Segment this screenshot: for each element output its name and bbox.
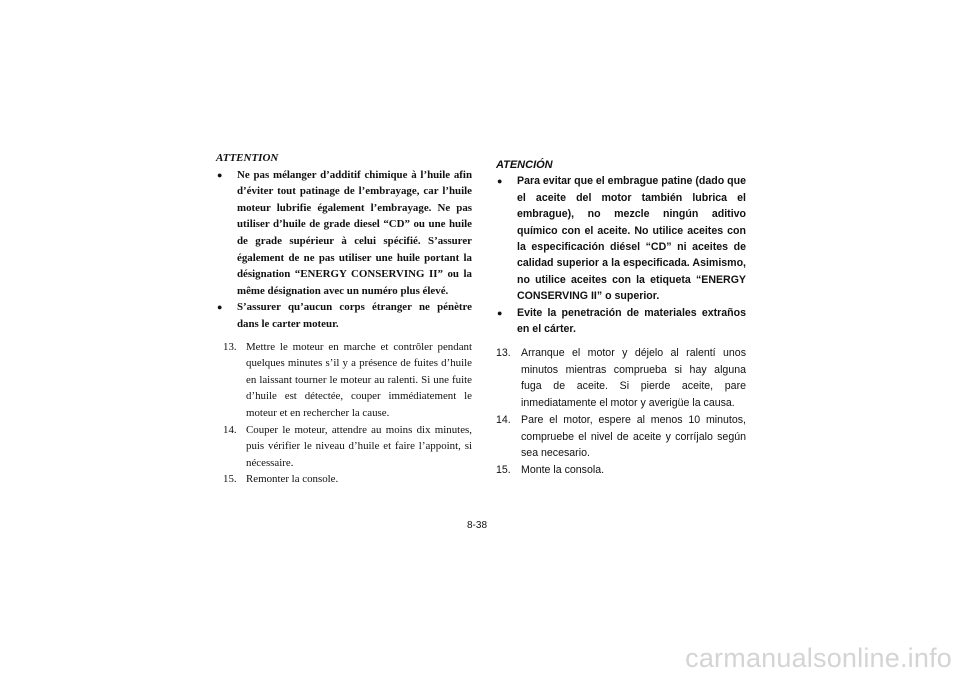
page-number: 8-38 xyxy=(467,520,488,531)
spanish-column xyxy=(496,150,746,480)
french-attention-item xyxy=(216,167,472,300)
step-number: 15. xyxy=(223,473,237,486)
step-number: 13. xyxy=(496,347,511,360)
french-step xyxy=(216,339,472,422)
step-text: Couper le moteur, attendre au moins dix minutes, puis vérifier le niveau d’huile et faire l’appoint, si nécessaire. xyxy=(246,423,472,469)
step-number: 13. xyxy=(223,340,237,353)
spanish-step xyxy=(496,345,746,411)
french-attention-list xyxy=(216,167,472,333)
step-text: Mettre le moteur en marche et contrôler pendant quelques minutes s’il y a présence de fuites d’huile en laissant tourner le moteur au ralenti. Si une fuite d’huile est détectée, couper immédiatement le moteur et en rechercher la cause. xyxy=(246,340,472,419)
step-number: 14. xyxy=(496,414,511,427)
spanish-attention-item xyxy=(496,173,746,304)
french-step xyxy=(216,471,472,488)
step-text: Remonter la console. xyxy=(246,473,339,486)
step-number: 15. xyxy=(496,464,511,477)
step-text: Arranque el motor y déjelo al ralentí unos minutos mientras comprueba si hay alguna fuga de aceite. Si pierde aceite, pare inmediatamente el motor y averigüe la causa. xyxy=(521,347,746,409)
french-steps-list xyxy=(216,339,472,488)
french-attention-item xyxy=(216,299,472,332)
step-number: 14. xyxy=(223,423,237,436)
bullet-icon: ● xyxy=(217,169,223,180)
bullet-icon: ● xyxy=(217,302,223,313)
spanish-steps-list xyxy=(496,345,746,478)
french-attention-heading: ATTENTION xyxy=(216,152,279,164)
french-step xyxy=(216,422,472,472)
bullet-icon: ● xyxy=(497,176,503,187)
step-text: Pare el motor, espere al menos 10 minutos, compruebe el nivel de aceite y corríjalo según sea necesario. xyxy=(521,414,746,459)
spanish-step xyxy=(496,412,746,461)
bullet-icon: ● xyxy=(497,307,503,318)
step-text: Monte la consola. xyxy=(521,464,605,477)
watermark: carmanualsonline.info xyxy=(685,643,952,673)
french-attention-text: Ne pas mélanger d’additif chimique à l’huile afin d’éviter tout patinage de l’embrayage, car l’huile moteur lubrifie également l’embrayage. Ne pas utiliser d’huile de grade diesel “CD” ou une huile de grade supérieur à celui spécifié. S’assurer également de ne pas utiliser une huile portant la désignation “ENERGY CONSERVING II” ou la même désignation avec un numéro plus élevé. xyxy=(237,168,472,297)
spanish-attention-text: Para evitar que el embrague patine (dado que el aceite del motor también lubrica el embrague), no mezcle ningún aditivo químico con el aceite. No utilice aceites con la especificación diésel “CD” ni aceites de calidad superior a la especificada. Asimismo, no utilice aceites con la etiqueta “ENERGY CONSERVING II” o superior. xyxy=(517,175,747,303)
spanish-attention-text: Evite la penetración de materiales extraños en el cárter. xyxy=(517,306,746,336)
spanish-step xyxy=(496,462,746,478)
spanish-attention-heading: ATENCIÓN xyxy=(496,159,553,171)
french-column xyxy=(216,150,472,488)
spanish-attention-list xyxy=(496,173,746,337)
french-attention-text: S’assurer qu’aucun corps étranger ne pénètre dans le carter moteur. xyxy=(237,301,472,330)
spanish-attention-item xyxy=(496,305,746,338)
